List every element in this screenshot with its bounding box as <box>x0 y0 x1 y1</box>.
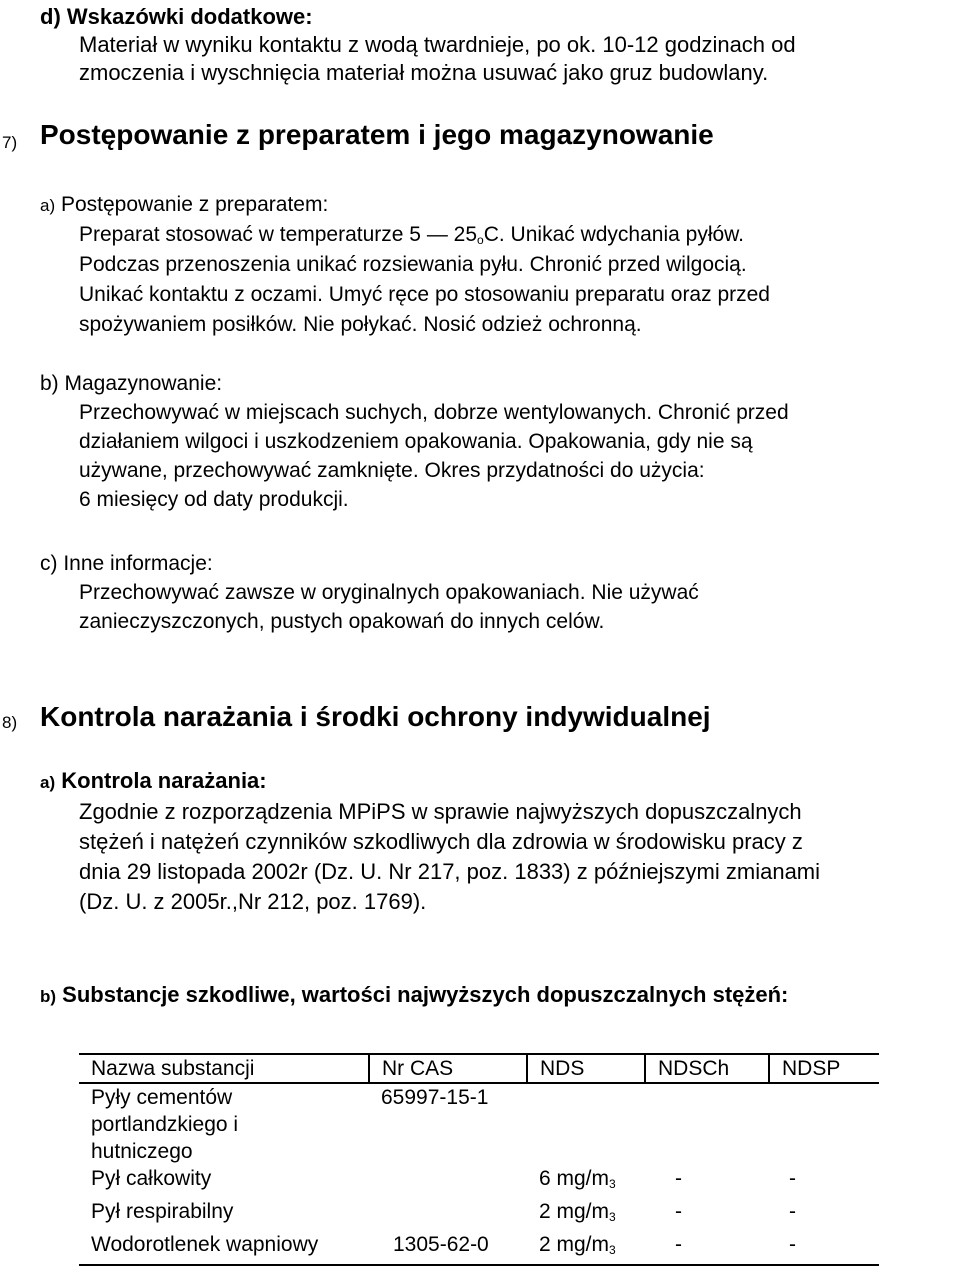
cell-ndsp: - <box>769 1231 879 1265</box>
section-7a-line1-post: C. Unikać wdychania pyłów. <box>483 223 745 246</box>
section-7c-line1: Przechowywać zawsze w oryginalnych opakowaniach. Nie używać <box>79 581 699 604</box>
header-nds: NDS <box>527 1054 645 1083</box>
header-ndsch: NDSCh <box>645 1054 769 1083</box>
cell-nds-value: 2 mg/m <box>539 1233 610 1256</box>
section-8-number: 8) <box>2 713 18 732</box>
section-7a-title: Postępowanie z preparatem: <box>60 193 329 216</box>
cell-ndsch: - <box>675 1200 682 1223</box>
section-8b-label: b) <box>40 987 57 1006</box>
table-header-row <box>79 1054 879 1083</box>
section-d-line1: Materiał w wyniku kontaktu z wodą twardnieje, po ok. 10-12 godzinach od <box>79 32 796 57</box>
table-row <box>79 1083 879 1165</box>
cell-name-line2: portlandzkiego i <box>91 1113 239 1136</box>
cell-name: Pył respirabilny <box>91 1200 234 1223</box>
cell-nds-value: 6 mg/m <box>539 1167 610 1190</box>
cell-nds-unit-sub: 3 <box>609 1177 616 1191</box>
section-7b-line3: używane, przechowywać zamknięte. Okres przydatności do użycia: <box>79 459 705 482</box>
cell-name: Pył całkowity <box>91 1167 212 1190</box>
cell-nds <box>527 1231 645 1265</box>
cell-nds-unit-sub: 3 <box>609 1243 616 1257</box>
section-8a-heading <box>40 766 267 798</box>
section-8-title: Kontrola narażania i środki ochrony indywidualnej <box>40 701 711 732</box>
section-7a-line1-num: 25 <box>447 223 478 246</box>
section-8a-line3: dnia 29 listopada 2002r (Dz. U. Nr 217, poz. 1833) z późniejszymi zmianami <box>79 859 821 884</box>
table-row <box>79 1165 879 1198</box>
section-7c-line2: zanieczyszczonych, pustych opakowań do innych celów. <box>79 610 605 633</box>
cell-nds-value: 2 mg/m <box>539 1200 610 1223</box>
cell-cas <box>369 1165 527 1198</box>
section-7-number: 7) <box>2 133 18 152</box>
section-7a-line2: Podczas przenoszenia unikać rozsiewania pyłu. Chronić przed wilgocią. <box>79 253 747 276</box>
table-row <box>79 1231 879 1265</box>
table-row <box>79 1198 879 1231</box>
cell-name: Wodorotlenek wapniowy <box>79 1231 369 1265</box>
section-8a-line4: (Dz. U. z 2005r.,Nr 212, poz. 1769). <box>79 889 427 914</box>
cell-cas: 1305-62-0 <box>369 1231 527 1265</box>
section-7b-line2: działaniem wilgoci i uszkodzeniem opakowania. Opakowania, gdy nie są <box>79 430 753 453</box>
cell-nds <box>527 1165 645 1198</box>
cell-ndsch: - <box>645 1231 769 1265</box>
section-d-heading: d) Wskazówki dodatkowe: <box>40 4 313 29</box>
cell-name-line1: Pyły cementów <box>91 1086 233 1109</box>
section-7-title: Postępowanie z preparatem i jego magazynowanie <box>40 119 714 150</box>
substances-table <box>79 1053 879 1266</box>
section-8a-label: a) <box>40 773 56 792</box>
cell-cas: 65997-15-1 <box>381 1086 489 1109</box>
header-cas: Nr CAS <box>369 1054 527 1083</box>
section-7c-heading: c) Inne informacje: <box>40 552 213 575</box>
cell-name-line3: hutniczego <box>91 1140 193 1163</box>
section-7a-label: a) <box>40 196 56 215</box>
section-7a-heading <box>40 190 328 221</box>
section-7a-line1-dash: — <box>426 223 448 246</box>
section-7b-heading: b) Magazynowanie: <box>40 372 223 395</box>
cell-ndsch <box>645 1083 769 1165</box>
section-7a-line1-pre: Preparat stosować w temperaturze 5 <box>79 223 427 246</box>
section-7a-line3: Unikać kontaktu z oczami. Umyć ręce po stosowaniu preparatu oraz przed <box>79 283 770 306</box>
section-8a-line1: Zgodnie z rozporządzenia MPiPS w sprawie najwyższych dopuszczalnych <box>79 799 802 824</box>
cell-ndsp: - <box>789 1167 796 1190</box>
section-7a-line1-sub: o <box>477 233 484 247</box>
cell-nds-unit-sub: 3 <box>609 1210 616 1224</box>
section-7b-line1: Przechowywać w miejscach suchych, dobrze wentylowanych. Chronić przed <box>79 401 789 424</box>
cell-name <box>79 1083 369 1165</box>
header-ndsp: NDSP <box>769 1054 879 1083</box>
section-8b-title: Substancje szkodliwe, wartości najwyższych dopuszczalnych stężeń: <box>62 982 789 1007</box>
section-8a-title: Kontrola narażania: <box>61 768 267 793</box>
cell-ndsp <box>769 1083 879 1165</box>
section-d-line2: zmoczenia i wyschnięcia materiał można usuwać jako gruz budowlany. <box>79 60 769 85</box>
cell-nds <box>527 1198 645 1231</box>
cell-cas <box>369 1198 527 1231</box>
section-8a-line2: stężeń i natężeń czynników szkodliwych dla zdrowia w środowisku pracy z <box>79 829 803 854</box>
section-7a-line4: spożywaniem posiłków. Nie połykać. Nosić odzież ochronną. <box>79 313 642 336</box>
section-8b-heading <box>40 980 788 1012</box>
section-7b-line4: 6 miesięcy od daty produkcji. <box>79 488 349 511</box>
header-name: Nazwa substancji <box>79 1054 369 1083</box>
cell-ndsch: - <box>675 1167 682 1190</box>
cell-ndsp: - <box>789 1200 796 1223</box>
cell-nds <box>527 1083 645 1165</box>
